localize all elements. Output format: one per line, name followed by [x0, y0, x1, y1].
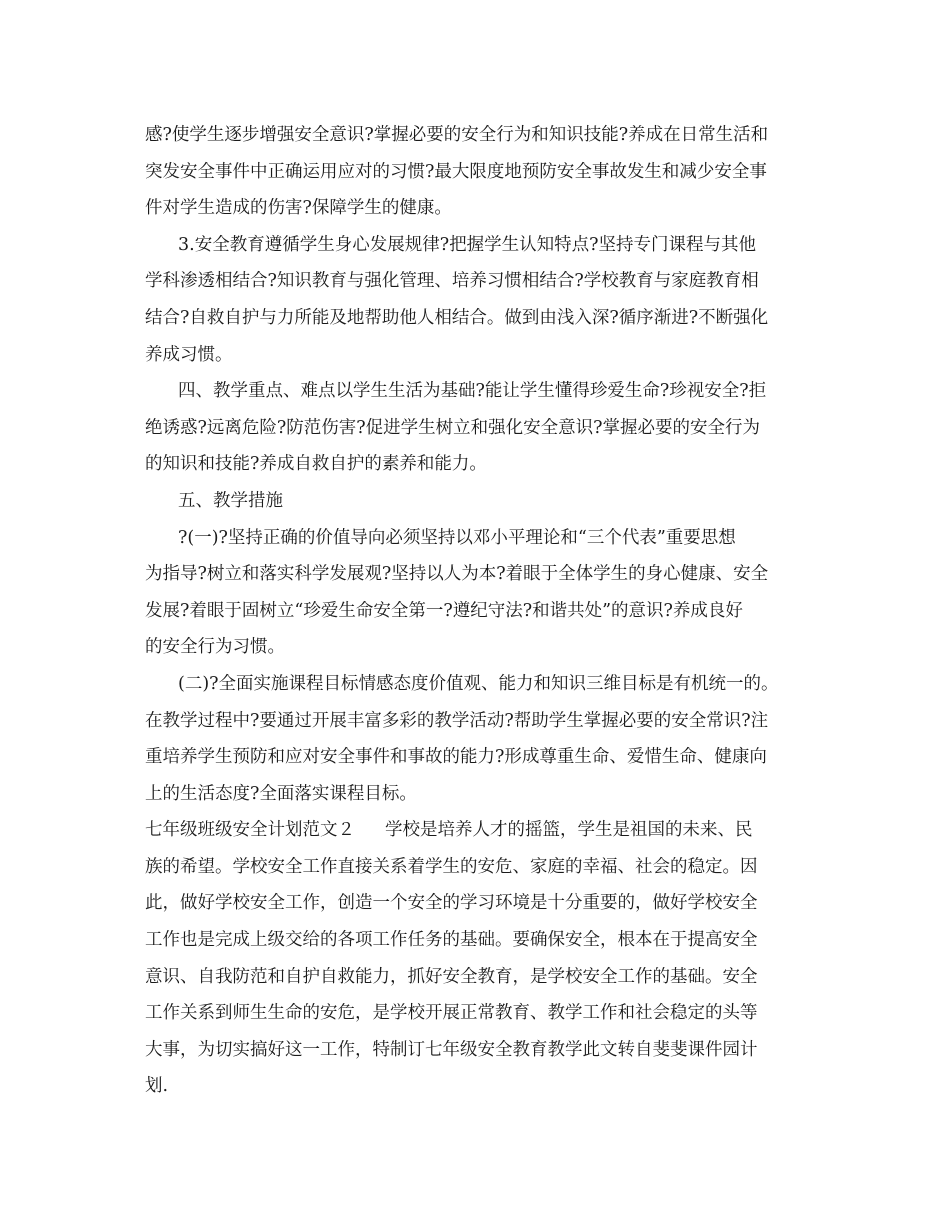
section-heading: 五、教学措施	[178, 490, 283, 511]
text-line: 工作也是完成上级交给的各项工作任务的基础。要确保安全，根本在于提高安全	[145, 930, 758, 951]
text-line: 族的希望。学校安全工作直接关系着学生的安危、家庭的幸福、社会的稳定。因	[145, 856, 758, 877]
text-line: 学科渗透相结合?知识教育与强化管理、培养习惯相结合?学校教育与家庭教育相	[145, 271, 759, 292]
text-line: 四、教学重点、难点以学生生活为基础?能让学生懂得珍爱生命?珍视安全?拒	[178, 381, 767, 402]
text-line: 上的生活态度?全面落实课程目标。	[145, 783, 417, 804]
text-line: 意识、自我防范和自护自救能力，抓好安全教育，是学校安全工作的基础。安全	[145, 966, 758, 987]
text-line: 突发安全事件中正确运用应对的习惯?最大限度地预防安全事故发生和减少安全事	[145, 161, 767, 182]
text-line: 学校是培养人才的摇篮，学生是祖国的未来、民	[385, 820, 753, 841]
text-line: 绝诱惑?远离危险?防范伤害?促进学生树立和强化安全意识?掌握必要的安全行为	[145, 417, 761, 438]
text-line: 的安全行为习惯。	[145, 637, 285, 658]
text-line: 工作关系到师生生命的安危，是学校开展正常教育、教学工作和社会稳定的头等	[145, 1003, 758, 1024]
text-line: 的知识和技能?养成自救自护的素养和能力。	[145, 454, 487, 475]
section-title-line	[145, 812, 825, 849]
text-line: 大事，为切实搞好这一工作，特制订七年级安全教育教学此文转自斐斐课件园计	[145, 1039, 758, 1060]
text-line: 养成习惯。	[145, 344, 233, 365]
text-line: 为指导?树立和落实科学发展观?坚持以人为本?着眼于全体学生的身心健康、安全	[145, 564, 769, 585]
text-line: 结合?自救自护与力所能及地帮助他人相结合。做到由浅入深?循序渐进?不断强化	[145, 307, 769, 328]
document-body	[145, 117, 825, 1105]
text-line: 感?使学生逐步增强安全意识?掌握必要的安全行为和知识技能?养成在日常生活和	[145, 125, 769, 145]
text-line: 在教学过程中?要通过开展丰富多彩的教学活动?帮助学生掌握必要的安全常识?注	[145, 710, 769, 731]
text-line: (二)?全面实施课程目标情感态度价值观、能力和知识三维目标是有机统一的。	[178, 673, 779, 694]
text-line: 重培养学生预防和应对安全事件和事故的能力?形成尊重生命、爱惜生命、健康向	[145, 747, 767, 768]
text-line: 3.安全教育遵循学生身心发展规律?把握学生认知特点?坚持专门课程与其他	[178, 234, 756, 255]
text-line: 划.	[145, 1076, 169, 1097]
section-title: 七年级班级安全计划范文２	[145, 820, 355, 841]
text-line: ?(一)?坚持正确的价值导向必须坚持以邓小平理论和“三个代表”重要思想	[178, 527, 736, 548]
text-line: 发展?着眼于固树立“珍爱生命安全第一?遵纪守法?和谐共处”的意识?养成良好	[145, 600, 743, 621]
text-line: 件对学生造成的伤害?保障学生的健康。	[145, 198, 452, 219]
text-line: 此，做好学校安全工作，创造一个安全的学习环境是十分重要的，做好学校安全	[145, 893, 758, 914]
